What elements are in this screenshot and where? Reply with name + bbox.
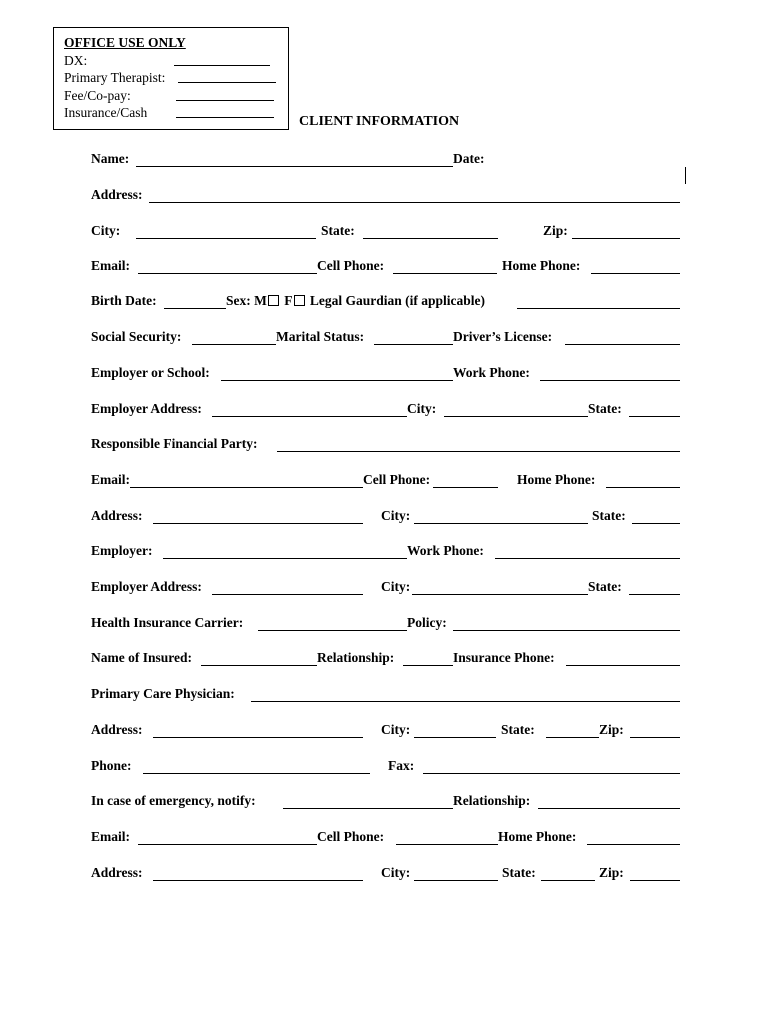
insurance-phone-label: Insurance Phone:	[453, 650, 555, 665]
row-physician-address	[91, 722, 680, 742]
row-resp-employer	[91, 543, 680, 563]
resp-emp-city-field[interactable]	[412, 594, 588, 595]
resp-cell-field[interactable]	[433, 487, 498, 488]
insurance-phone-field[interactable]	[566, 665, 680, 666]
resp-city-field[interactable]	[414, 523, 588, 524]
email-label: Email:	[91, 258, 130, 273]
resp-work-field[interactable]	[495, 558, 680, 559]
office-dx-label: DX:	[64, 52, 88, 68]
physician-city-label: City:	[381, 722, 411, 737]
physician-zip-label: Zip:	[599, 722, 624, 737]
city-label: City:	[91, 223, 121, 238]
cell-phone-label: Cell Phone:	[317, 258, 385, 273]
resp-state-label: State:	[592, 508, 626, 523]
sex-f-checkbox[interactable]	[294, 295, 305, 306]
office-title: OFFICE USE ONLY	[64, 35, 186, 50]
address-label: Address:	[91, 187, 143, 202]
guardian-label: Legal Gaurdian (if applicable)	[309, 293, 486, 308]
state-label: State:	[321, 223, 355, 238]
physician-zip-field[interactable]	[630, 737, 680, 738]
row-emergency	[91, 793, 680, 813]
row-name-date	[91, 151, 680, 171]
resp-home-field[interactable]	[606, 487, 680, 488]
home-phone-label: Home Phone:	[502, 258, 581, 273]
resp-home-label: Home Phone:	[517, 472, 596, 487]
emergency-cell-field[interactable]	[396, 844, 498, 845]
office-use-box	[53, 27, 289, 130]
row-resp-employer-address	[91, 579, 680, 599]
work-phone-label: Work Phone:	[453, 365, 530, 380]
employer-address-field[interactable]	[212, 416, 407, 417]
birth-date-field[interactable]	[164, 308, 226, 309]
marital-label: Marital Status:	[276, 329, 365, 344]
resp-emp-state-field[interactable]	[629, 594, 680, 595]
city-field[interactable]	[136, 238, 316, 239]
work-phone-field[interactable]	[540, 380, 680, 381]
row-responsible-party	[91, 436, 680, 456]
resp-employer-field[interactable]	[163, 558, 407, 559]
resp-email-field[interactable]	[130, 487, 363, 488]
emergency-zip-label: Zip:	[599, 865, 624, 880]
employer-field[interactable]	[221, 380, 453, 381]
resp-address-label: Address:	[91, 508, 143, 523]
date-label: Date:	[453, 151, 485, 166]
emergency-address-field[interactable]	[153, 880, 363, 881]
resp-emp-city-label: City:	[381, 579, 411, 594]
resp-address-field[interactable]	[153, 523, 363, 524]
employer-city-label: City:	[407, 401, 437, 416]
office-fee-field[interactable]	[176, 87, 274, 101]
insured-label: Name of Insured:	[91, 650, 192, 665]
zip-field[interactable]	[572, 238, 680, 239]
physician-address-field[interactable]	[153, 737, 363, 738]
employer-state-label: State:	[588, 401, 622, 416]
email-field[interactable]	[138, 273, 317, 274]
emergency-relationship-field[interactable]	[538, 808, 680, 809]
license-field[interactable]	[565, 344, 680, 345]
resp-work-label: Work Phone:	[407, 543, 484, 558]
emergency-home-label: Home Phone:	[498, 829, 577, 844]
license-label: Driver’s License:	[453, 329, 553, 344]
sex-m-label: Sex: M	[226, 293, 267, 308]
ssn-field[interactable]	[192, 344, 276, 345]
office-insurance-label: Insurance/Cash	[64, 105, 148, 120]
emergency-state-field[interactable]	[541, 880, 595, 881]
resp-state-field[interactable]	[632, 523, 680, 524]
emergency-email-label: Email:	[91, 829, 130, 844]
row-email-phones	[91, 258, 680, 278]
marital-field[interactable]	[374, 344, 453, 345]
row-emergency-email-phones	[91, 829, 680, 849]
home-phone-field[interactable]	[591, 273, 680, 274]
emergency-field[interactable]	[283, 808, 453, 809]
row-city-state-zip	[91, 223, 680, 243]
emergency-city-field[interactable]	[414, 880, 498, 881]
resp-employer-label: Employer:	[91, 543, 153, 558]
resp-emp-address-field[interactable]	[212, 594, 363, 595]
emergency-email-field[interactable]	[138, 844, 317, 845]
row-ssn-marital-license	[91, 329, 680, 349]
emergency-relationship-label: Relationship:	[453, 793, 531, 808]
physician-fax-label: Fax:	[388, 758, 415, 773]
carrier-label: Health Insurance Carrier:	[91, 615, 244, 630]
sex-m-checkbox[interactable]	[268, 295, 279, 306]
office-insurance-field[interactable]	[176, 104, 274, 118]
policy-label: Policy:	[407, 615, 447, 630]
emergency-address-label: Address:	[91, 865, 143, 880]
insured-relationship-label: Relationship:	[317, 650, 395, 665]
physician-fax-field[interactable]	[423, 773, 680, 774]
resp-cell-label: Cell Phone:	[363, 472, 431, 487]
row-insurance-carrier	[91, 615, 680, 635]
row-resp-email-phones	[91, 472, 680, 492]
row-employer-work	[91, 365, 680, 385]
insured-relationship-field[interactable]	[403, 665, 453, 666]
row-insured	[91, 650, 680, 670]
cursor-mark	[685, 167, 686, 184]
zip-label: Zip:	[543, 223, 568, 238]
physician-label: Primary Care Physician:	[91, 686, 235, 701]
guardian-field[interactable]	[517, 308, 680, 309]
physician-state-field[interactable]	[546, 737, 599, 738]
employer-address-label: Employer Address:	[91, 401, 202, 416]
emergency-zip-field[interactable]	[630, 880, 680, 881]
name-field[interactable]	[136, 166, 453, 167]
resp-email-label: Email:	[91, 472, 130, 487]
row-employer-address	[91, 401, 680, 421]
physician-address-label: Address:	[91, 722, 143, 737]
employer-state-field[interactable]	[629, 416, 680, 417]
row-physician	[91, 686, 680, 706]
physician-phone-field[interactable]	[143, 773, 370, 774]
emergency-home-field[interactable]	[587, 844, 680, 845]
row-emergency-address	[91, 865, 680, 885]
emergency-state-label: State:	[502, 865, 536, 880]
sex-label	[226, 293, 485, 309]
row-physician-phone-fax	[91, 758, 680, 778]
policy-field[interactable]	[453, 630, 680, 631]
office-therapist-label: Primary Therapist:	[64, 70, 166, 85]
row-resp-address	[91, 508, 680, 528]
emergency-city-label: City:	[381, 865, 411, 880]
emergency-cell-label: Cell Phone:	[317, 829, 385, 844]
physician-field[interactable]	[251, 701, 680, 702]
employer-city-field[interactable]	[444, 416, 588, 417]
employer-label: Employer or School:	[91, 365, 210, 380]
resp-emp-address-label: Employer Address:	[91, 579, 202, 594]
sex-f-label: F	[284, 293, 293, 308]
physician-state-label: State:	[501, 722, 535, 737]
carrier-field[interactable]	[258, 630, 407, 631]
form-title: CLIENT INFORMATION	[299, 114, 460, 129]
office-fee-label: Fee/Co-pay:	[64, 87, 131, 103]
responsible-party-field[interactable]	[277, 451, 680, 452]
emergency-label: In case of emergency, notify:	[91, 793, 256, 808]
office-dx-field[interactable]	[174, 52, 270, 66]
ssn-label: Social Security:	[91, 329, 182, 344]
birth-date-label: Birth Date:	[91, 293, 157, 308]
row-birth-sex-guardian	[91, 293, 680, 313]
responsible-party-label: Responsible Financial Party:	[91, 436, 258, 451]
physician-phone-label: Phone:	[91, 758, 132, 773]
state-field[interactable]	[363, 238, 498, 239]
cell-phone-field[interactable]	[393, 273, 497, 274]
resp-emp-state-label: State:	[588, 579, 622, 594]
office-therapist-field[interactable]	[178, 69, 276, 83]
name-label: Name:	[91, 151, 130, 166]
resp-city-label: City:	[381, 508, 411, 523]
physician-city-field[interactable]	[414, 737, 496, 738]
row-address	[91, 187, 680, 207]
insured-field[interactable]	[201, 665, 317, 666]
address-field[interactable]	[149, 202, 680, 203]
